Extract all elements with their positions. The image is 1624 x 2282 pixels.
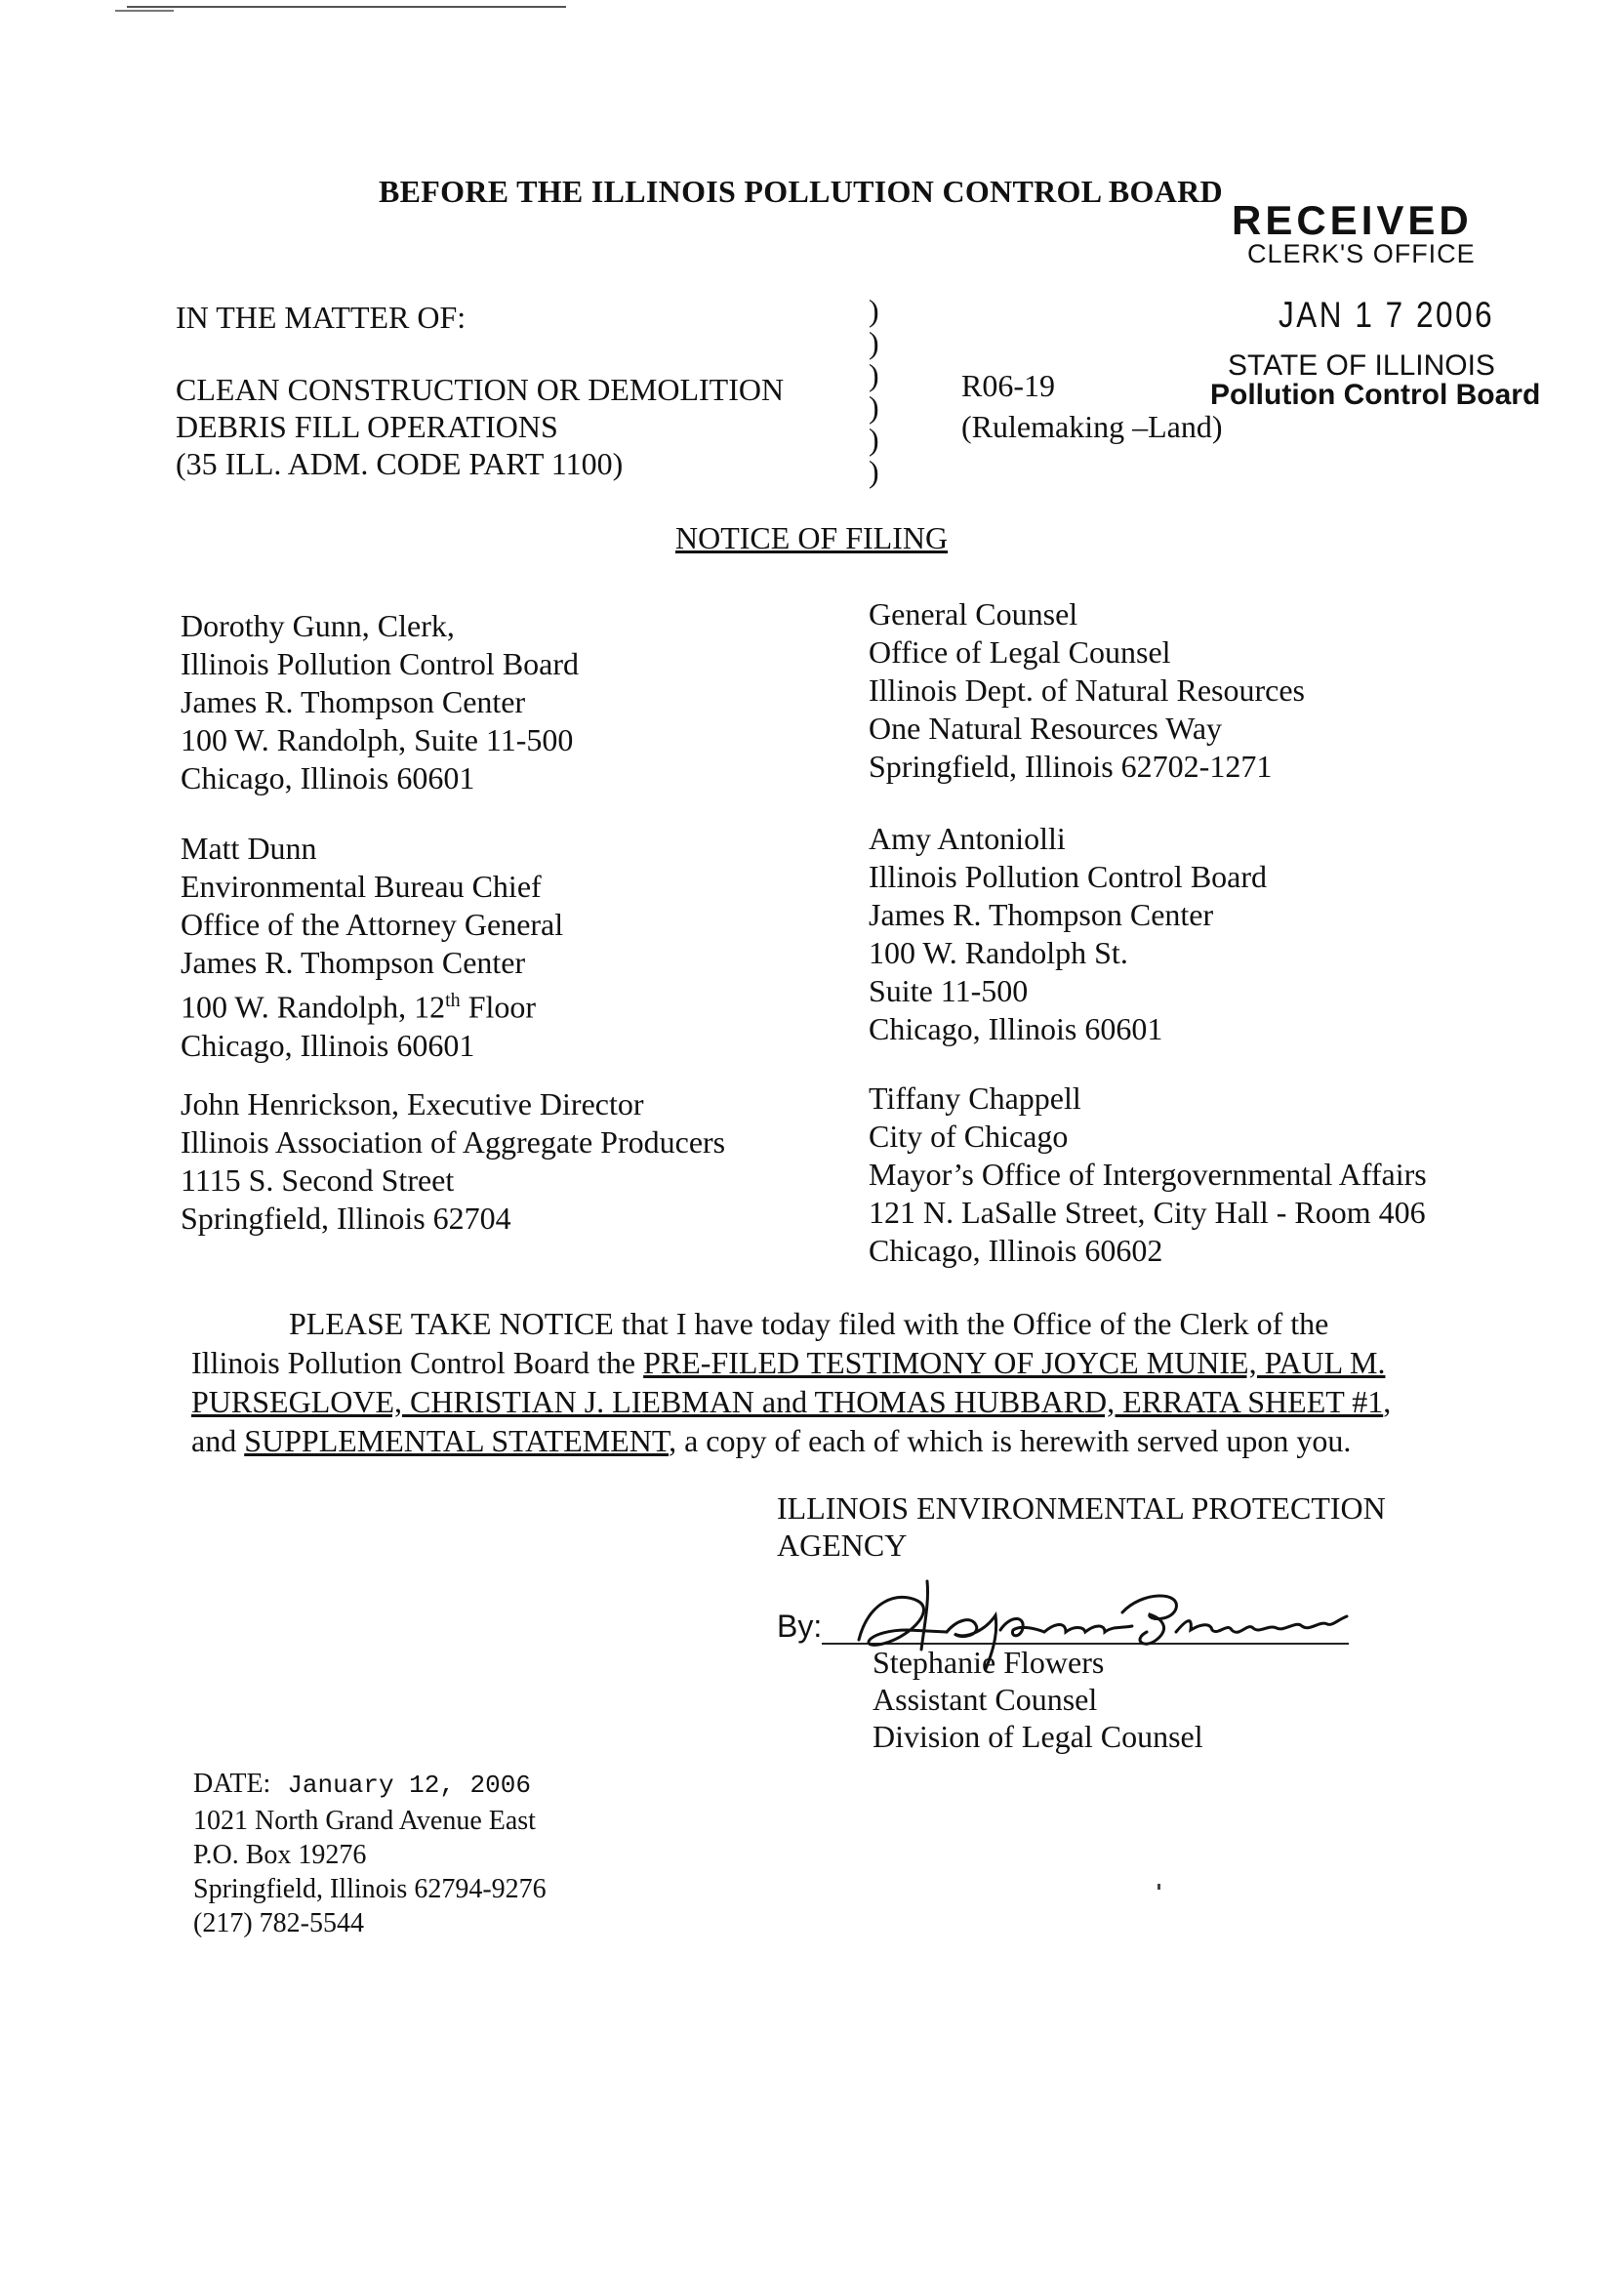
address-line: Tiffany Chappell xyxy=(869,1080,1081,1116)
agency-line-2: AGENCY xyxy=(777,1528,908,1563)
notice-line: PLEASE TAKE NOTICE that I have today filed with the Office of the Clerk of the xyxy=(289,1306,1329,1341)
filed-document: SUPPLEMENTAL STATEMENT xyxy=(244,1423,670,1458)
caption-line-3: (35 ILL. ADM. CODE PART 1100) xyxy=(176,446,624,481)
recipient-block xyxy=(869,1080,1427,1270)
address-line: Matt Dunn xyxy=(181,831,317,866)
address-line: City of Chicago xyxy=(869,1119,1069,1154)
filed-document: PRE-FILED TESTIMONY OF JOYCE MUNIE, PAUL M. xyxy=(643,1345,1386,1380)
address-line: James R. Thompson Center xyxy=(181,684,526,719)
address-line-suffix: Floor xyxy=(460,989,537,1025)
date-value: January 12, 2006 xyxy=(287,1771,531,1800)
notice-text: Illinois Pollution Control Board the xyxy=(191,1345,644,1380)
caption-parentheses xyxy=(869,295,879,488)
signer-title: Assistant Counsel xyxy=(873,1682,1098,1717)
address-line: James R. Thompson Center xyxy=(869,897,1214,932)
notice-line xyxy=(191,1382,1460,1421)
notice-line xyxy=(191,1343,1460,1382)
paren: ) xyxy=(869,389,879,425)
footer-line: P.O. Box 19276 xyxy=(193,1840,367,1870)
scan-artifact-line xyxy=(127,6,566,8)
address-line: Springfield, Illinois 62702-1271 xyxy=(869,749,1273,784)
notice-body xyxy=(191,1304,1460,1460)
address-line: Illinois Pollution Control Board xyxy=(181,646,580,681)
address-line: Chicago, Illinois 60601 xyxy=(181,1027,475,1063)
address-line: Illinois Dept. of Natural Resources xyxy=(869,672,1305,708)
footer-line: Springfield, Illinois 62794-9276 xyxy=(193,1874,547,1904)
caption-line-2: DEBRIS FILL OPERATIONS xyxy=(176,409,558,444)
address-line: Chicago, Illinois 60601 xyxy=(181,760,475,795)
address-line: 100 W. Randolph, 12 xyxy=(181,989,446,1025)
paren: ) xyxy=(869,325,879,360)
received-stamp-state: STATE OF ILLINOIS xyxy=(1228,349,1495,382)
agency-line-1: ILLINOIS ENVIRONMENTAL PROTECTION xyxy=(777,1490,1386,1526)
signer-division: Division of Legal Counsel xyxy=(873,1719,1203,1754)
paren: ) xyxy=(869,422,879,457)
notice-text: and xyxy=(191,1423,245,1458)
address-line: Dorothy Gunn, Clerk, xyxy=(181,608,455,643)
address-line: James R. Thompson Center xyxy=(181,945,526,980)
superscript: th xyxy=(445,990,461,1011)
by-label: By: xyxy=(777,1609,823,1644)
footer-line: (217) 782-5544 xyxy=(193,1908,364,1938)
address-line: Amy Antoniolli xyxy=(869,821,1066,856)
address-line: Chicago, Illinois 60602 xyxy=(869,1233,1163,1268)
footer-line: 1021 North Grand Avenue East xyxy=(193,1806,536,1836)
date-label: DATE: xyxy=(193,1769,271,1799)
address-line: John Henrickson, Executive Director xyxy=(181,1086,644,1121)
address-line: Office of Legal Counsel xyxy=(869,634,1171,670)
address-line: Illinois Association of Aggregate Producers xyxy=(181,1124,726,1160)
document-header: BEFORE THE ILLINOIS POLLUTION CONTROL BOARD xyxy=(379,174,1223,209)
recipient-block xyxy=(869,820,1267,1048)
filed-document: PURSEGLOVE, CHRISTIAN J. LIEBMAN and THOMAS HUBBARD, ERRATA SHEET #1 xyxy=(191,1384,1384,1419)
scan-artifact-mark xyxy=(1157,1884,1160,1890)
received-stamp-date: JAN 1 7 2006 xyxy=(1279,295,1495,335)
paren: ) xyxy=(869,293,879,328)
address-line: One Natural Resources Way xyxy=(869,711,1223,746)
received-stamp: RECEIVED xyxy=(1232,197,1473,243)
received-stamp-office: CLERK'S OFFICE xyxy=(1247,239,1476,268)
address-line-floor xyxy=(181,982,563,1027)
address-line: General Counsel xyxy=(869,596,1078,632)
address-line: 100 W. Randolph St. xyxy=(869,935,1128,970)
address-line: Chicago, Illinois 60601 xyxy=(869,1011,1163,1046)
address-line: 100 W. Randolph, Suite 11-500 xyxy=(181,722,574,757)
notice-text: , xyxy=(1383,1384,1392,1419)
address-line: Environmental Bureau Chief xyxy=(181,869,542,904)
address-line: Mayor’s Office of Intergovernmental Affairs xyxy=(869,1157,1427,1192)
address-line: 121 N. LaSalle Street, City Hall - Room 406 xyxy=(869,1195,1426,1230)
address-line: Springfield, Illinois 62704 xyxy=(181,1201,511,1236)
recipient-block xyxy=(181,1085,725,1238)
footer-address xyxy=(193,1804,547,1940)
received-stamp-board: Pollution Control Board xyxy=(1210,379,1541,411)
caption-matter: IN THE MATTER OF: xyxy=(176,300,467,335)
docket-number: R06-19 xyxy=(961,368,1055,403)
paren: ) xyxy=(869,357,879,392)
caption-line-1: CLEAN CONSTRUCTION OR DEMOLITION xyxy=(176,372,785,407)
notice-title: NOTICE OF FILING xyxy=(675,520,949,555)
recipient-block xyxy=(869,595,1305,786)
signer-name: Stephanie Flowers xyxy=(873,1645,1105,1680)
date-row xyxy=(193,1765,531,1803)
recipient-block xyxy=(181,830,563,1065)
notice-text: , a copy of each of which is herewith served upon you. xyxy=(669,1423,1352,1458)
scan-artifact-line xyxy=(115,10,174,12)
address-line: Suite 11-500 xyxy=(869,973,1029,1008)
notice-line xyxy=(191,1421,1460,1460)
paren: ) xyxy=(869,454,879,489)
address-line: Office of the Attorney General xyxy=(181,907,564,942)
address-line: 1115 S. Second Street xyxy=(181,1162,455,1198)
address-line: Illinois Pollution Control Board xyxy=(869,859,1268,894)
recipient-block xyxy=(181,607,579,797)
docket-type: (Rulemaking –Land) xyxy=(961,409,1223,444)
